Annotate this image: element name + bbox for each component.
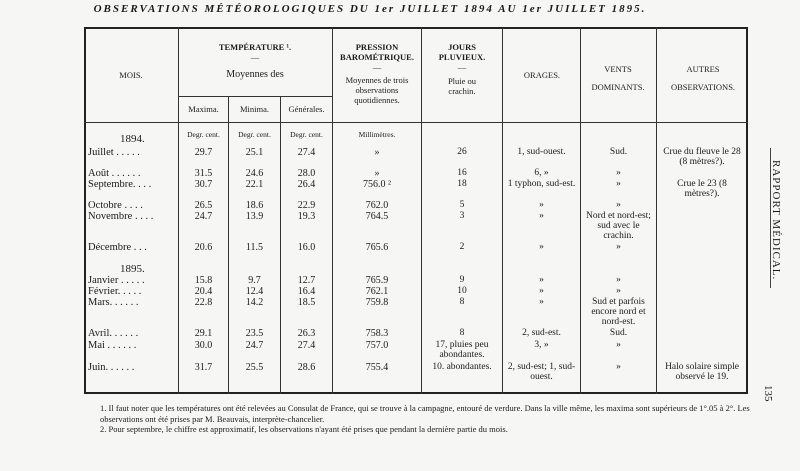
row-orages-cell: 2, sud-est; 1, sud-ouest. — [507, 362, 576, 382]
row-min-cell: 11.5 — [245, 242, 264, 253]
row-max-cell: 31.5 — [194, 168, 213, 179]
row-jours-cell: 2 — [459, 242, 465, 252]
col-divider — [656, 27, 657, 394]
page-title: OBSERVATIONS MÉTÉOROLOGIQUES DU 1er JUILLET 1894 AU 1er JUILLET 1895. — [93, 3, 647, 15]
row-orages-cell: » — [539, 297, 544, 307]
row-max-cell: 26.5 — [194, 200, 213, 211]
row-month: Janvier . . . . . — [88, 275, 145, 286]
header-temperature: TEMPÉRATURE ¹. — [218, 42, 292, 52]
col-divider — [421, 27, 422, 394]
row-orages-cell: 3, » — [534, 340, 549, 350]
row-max-cell: 30.0 — [194, 340, 213, 351]
footnote: 2. Pour septembre, le chiffre est approximatif, les observations n'ayant été prises que pendant la dernière partie du mois. — [100, 424, 508, 434]
row-max-cell: 22.8 — [194, 297, 213, 308]
row-jours-cell: 16 — [457, 168, 467, 178]
row-pres-cell: 765.9 — [365, 275, 389, 286]
row-orages-cell: » — [539, 275, 544, 285]
row-jours-cell: 9 — [459, 275, 465, 285]
row-vents-cell: Sud et parfois encore nord et nord-est. — [591, 297, 646, 327]
header-generales: Générales. — [288, 104, 325, 114]
row-gen-cell: 19.3 — [297, 211, 316, 222]
temp-subheader-line — [178, 96, 332, 97]
row-min-cell: 9.7 — [248, 275, 261, 286]
row-vents-cell: Sud. — [609, 147, 628, 157]
row-orages-cell: 6, » — [534, 168, 549, 178]
footnotes — [100, 403, 750, 435]
row-min-cell: 23.5 — [245, 328, 264, 339]
header-minima: Minima. — [239, 104, 270, 114]
header-orages: ORAGES. — [523, 70, 561, 80]
row-gen-cell: 27.4 — [297, 147, 316, 158]
row-pres-cell: 762.1 — [365, 286, 389, 297]
row-orages-cell: » — [539, 242, 544, 252]
row-vents-cell: » — [616, 286, 621, 296]
row-pres-cell: 757.0 — [365, 340, 389, 351]
row-jours-cell: 8 — [459, 297, 465, 307]
row-min-cell: 25.5 — [245, 362, 264, 373]
row-max-cell: 31.7 — [194, 362, 213, 373]
row-orages-cell: 1 typhon, sud-est. — [507, 179, 576, 189]
row-min-cell: 14.2 — [245, 297, 264, 308]
row-orages-cell: » — [539, 211, 544, 221]
col-divider — [580, 27, 581, 394]
row-pres-cell: 762.0 — [365, 200, 389, 211]
header-pression-sub: Moyennes de trois observations quotidiennes. — [345, 75, 409, 105]
year-label: 1894. — [120, 133, 145, 145]
header-temperature-dash: — — [250, 52, 260, 62]
header-autres: AUTRES OBSERVATIONS. — [670, 64, 736, 92]
row-pres-cell: » — [374, 147, 380, 158]
row-month: Avril. . . . . . — [88, 328, 139, 339]
row-orages-cell: 2, sud-est. — [522, 328, 561, 338]
row-pres-cell: 765.6 — [365, 242, 389, 253]
row-jours-cell: 10 — [457, 286, 467, 296]
row-month: Octobre . . . . — [88, 200, 143, 211]
row-max-cell: 20.4 — [194, 286, 213, 297]
unit-degre: Degr. cent. — [187, 130, 220, 139]
row-pres-cell: 759.8 — [365, 297, 389, 308]
row-vents-cell: » — [616, 179, 621, 189]
row-vents-cell: » — [616, 200, 621, 210]
row-gen-cell: 26.4 — [297, 179, 316, 190]
header-pression-dash: — — [372, 62, 382, 72]
row-vents-cell: Sud. — [609, 328, 628, 338]
row-min-cell: 22.1 — [245, 179, 264, 190]
header-jours: JOURS PLUVIEUX. — [438, 42, 486, 62]
row-max-cell: 20.6 — [194, 242, 213, 253]
header-mois: MOIS. — [119, 70, 143, 80]
year-label: 1895. — [120, 263, 145, 275]
row-max-cell: 15.8 — [194, 275, 213, 286]
unit-degre: Degr. cent. — [290, 130, 323, 139]
row-vents-cell: » — [616, 275, 621, 285]
header-maxima: Maxima. — [188, 104, 219, 114]
row-orages-cell: » — [539, 200, 544, 210]
row-gen-cell: 26.3 — [297, 328, 316, 339]
row-pres-cell: 756.0 ² — [363, 179, 391, 190]
row-month: Mars. . . . . . — [88, 297, 139, 308]
row-vents-cell: Nord et nord-est; sud avec le crachin. — [586, 211, 651, 241]
row-gen-cell: 28.0 — [297, 168, 316, 179]
row-max-cell: 29.7 — [194, 147, 213, 158]
row-min-cell: 25.1 — [245, 147, 264, 158]
col-divider — [502, 27, 503, 394]
row-month: Novembre . . . . — [88, 211, 154, 222]
row-month: Mai . . . . . . — [88, 340, 137, 351]
row-jours-cell: 17, pluies peu abondantes. — [435, 340, 489, 360]
row-month: Février. . . . . — [88, 286, 142, 297]
row-pres-cell: » — [374, 168, 380, 179]
row-vents-cell: » — [616, 242, 621, 252]
row-gen-cell: 27.4 — [297, 340, 316, 351]
page-number: 135 — [762, 385, 774, 402]
footnote: 1. Il faut noter que les températures ont été relevées au Consulat de France, qui se trouve à la campagne, entouré de verdure. Dans la ville même, les maxima sont supérieurs de 1°.05 à 2°. Les observations ont été prises par M. Beauvais, interprète-chancelier. — [100, 403, 750, 424]
row-jours-cell: 3 — [459, 211, 465, 221]
header-jours-sub: Pluie ou crachin. — [447, 76, 477, 96]
row-vents-cell: » — [616, 340, 621, 350]
unit-degre: Degr. cent. — [238, 130, 271, 139]
row-min-cell: 18.6 — [245, 200, 264, 211]
row-jours-cell: 18 — [457, 179, 467, 189]
row-min-cell: 13.9 — [245, 211, 264, 222]
row-orages-cell: 1, sud-ouest. — [517, 147, 566, 157]
unit-millimetres: Millimètres. — [358, 130, 396, 139]
header-jours-dash: — — [457, 62, 467, 72]
row-jours-cell: 5 — [459, 200, 465, 210]
row-month: Décembre . . . — [88, 242, 147, 253]
row-month: Juillet . . . . . — [88, 147, 140, 158]
row-max-cell: 24.7 — [194, 211, 213, 222]
row-month: Août . . . . . . — [88, 168, 141, 179]
row-min-cell: 12.4 — [245, 286, 264, 297]
row-jours-cell: 8 — [459, 328, 465, 338]
row-pres-cell: 755.4 — [365, 362, 389, 373]
side-title: RAPPORT MÉDICAL. — [770, 160, 782, 281]
row-orages-cell: » — [539, 286, 544, 296]
row-vents-cell: » — [616, 362, 621, 372]
header-divider — [84, 122, 748, 123]
row-max-cell: 30.7 — [194, 179, 213, 190]
row-jours-cell: 26 — [457, 147, 467, 157]
row-gen-cell: 18.5 — [297, 297, 316, 308]
row-vents-cell: » — [616, 168, 621, 178]
row-autres-cell: Crue le 23 (8 mètres?). — [677, 179, 727, 199]
header-moyennes-des: Moyennes des — [226, 69, 284, 80]
row-pres-cell: 758.3 — [365, 328, 389, 339]
row-autres-cell: Crue du fleuve le 28 (8 mètres?). — [663, 147, 741, 167]
row-autres-cell: Halo solaire simple observé le 19. — [665, 362, 739, 382]
header-pression: PRESSION BAROMÉTRIQUE. — [340, 42, 414, 62]
row-month: Septembre. . . . — [88, 179, 152, 190]
row-gen-cell: 16.0 — [297, 242, 316, 253]
row-month: Juin. . . . . . — [88, 362, 135, 373]
row-gen-cell: 28.6 — [297, 362, 316, 373]
row-min-cell: 24.7 — [245, 340, 264, 351]
row-min-cell: 24.6 — [245, 168, 264, 179]
row-jours-cell: 10. abondantes. — [432, 362, 492, 372]
row-gen-cell: 16.4 — [297, 286, 316, 297]
row-pres-cell: 764.5 — [365, 211, 389, 222]
row-gen-cell: 12.7 — [297, 275, 316, 286]
row-max-cell: 29.1 — [194, 328, 213, 339]
col-divider — [332, 27, 333, 394]
row-gen-cell: 22.9 — [297, 200, 316, 211]
header-vents: VENTS DOMINANTS. — [591, 64, 645, 92]
